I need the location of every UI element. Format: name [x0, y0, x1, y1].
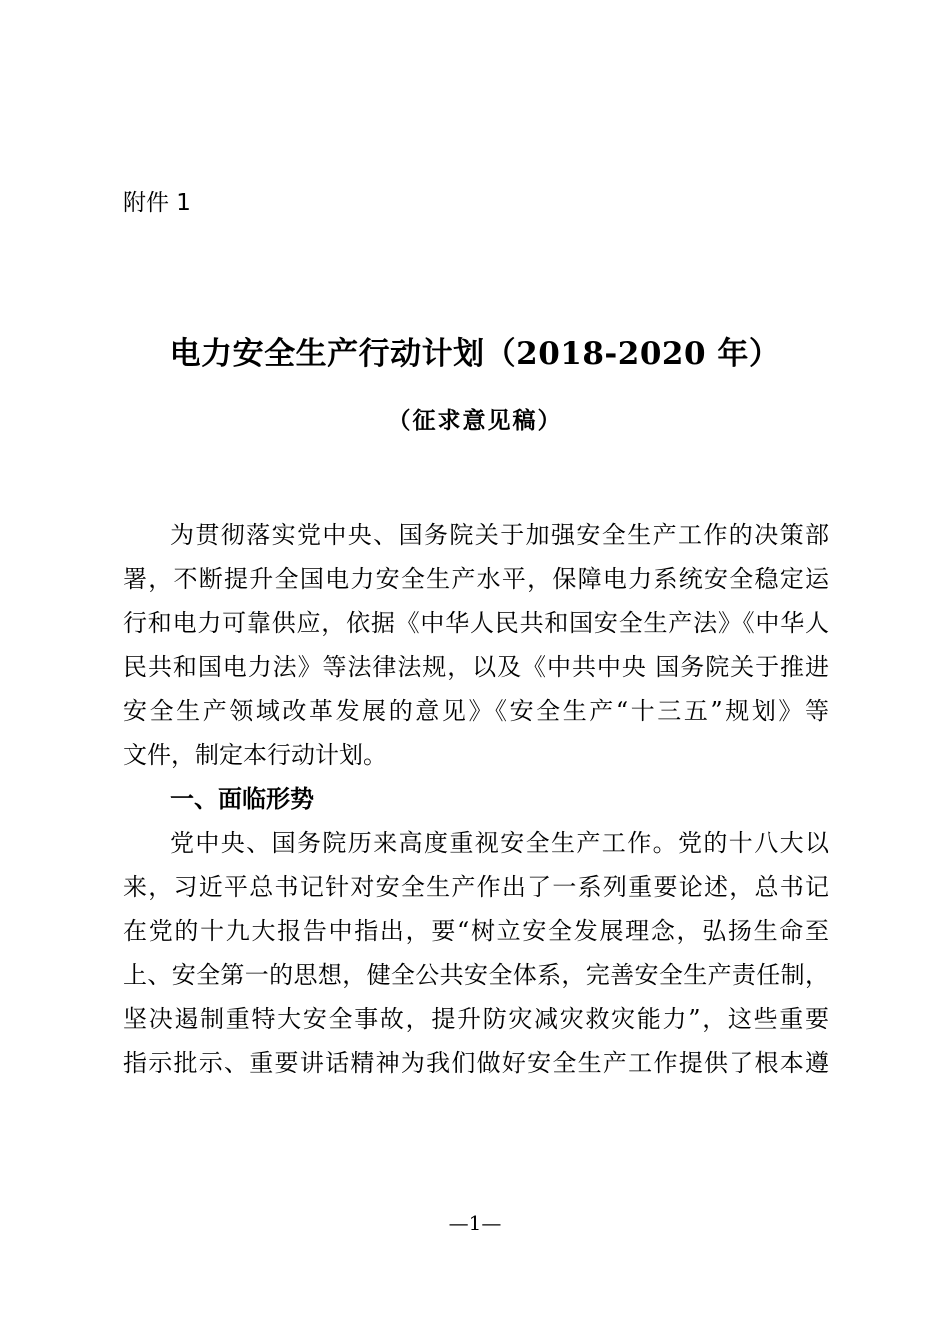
- paragraph-2-line: 党中央、国务院历来高度重视安全生产工作。党的十八大以: [170, 829, 829, 857]
- paragraph-2-line: 指示批示、重要讲话精神为我们做好安全生产工作提供了根本遵: [123, 1049, 829, 1077]
- paragraph-2-line: 坚决遏制重特大安全事故，提升防灾减灾救灾能力”，这些重要: [123, 1005, 829, 1033]
- document-subtitle: （征求意见稿）: [387, 407, 563, 434]
- page-number: —1—: [448, 1211, 502, 1235]
- paragraph-2-line: 来，习近平总书记针对安全生产作出了一系列重要论述，总书记: [123, 873, 829, 901]
- paragraph-1-line: 安全生产领域改革发展的意见》《安全生产“十三五”规划》等: [123, 697, 829, 725]
- paragraph-1-line: 为贯彻落实党中央、国务院关于加强安全生产工作的决策部: [170, 521, 829, 549]
- attachment-label: 附件 1: [123, 190, 191, 216]
- paragraph-2-line: 上、安全第一的思想，健全公共安全体系，完善安全生产责任制，: [123, 961, 829, 989]
- paragraph-1-line: 民共和国电力法》等法律法规，以及《中共中央 国务院关于推进: [123, 653, 829, 681]
- paragraph-1-line: 文件，制定本行动计划。: [123, 741, 387, 769]
- paragraph-2-line: 在党的十九大报告中指出，要“树立安全发展理念，弘扬生命至: [123, 917, 829, 945]
- document-title: 电力安全生产行动计划（2018-2020 年）: [169, 336, 781, 372]
- section-heading: 一、面临形势: [170, 785, 314, 813]
- paragraph-1-line: 署，不断提升全国电力安全生产水平，保障电力系统安全稳定运: [123, 565, 829, 593]
- paragraph-1-line: 行和电力可靠供应，依据《中华人民共和国安全生产法》《中华人: [123, 609, 829, 637]
